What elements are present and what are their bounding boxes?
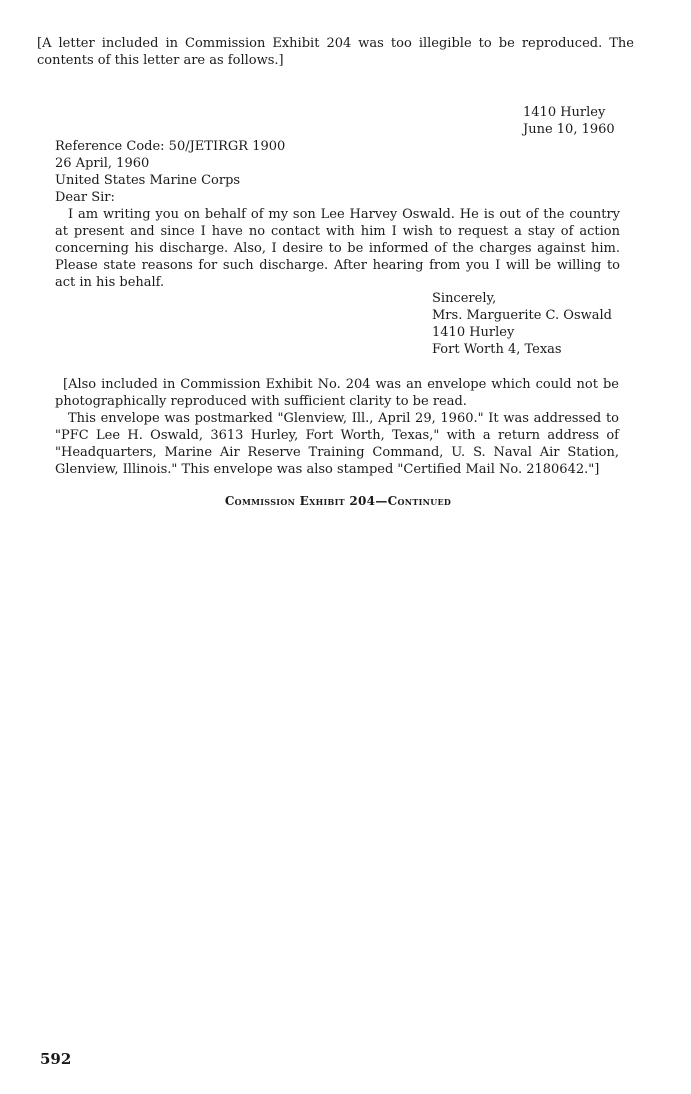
sender-street: 1410 Hurley (523, 105, 606, 120)
signer-name: Mrs. Marguerite C. Oswald (432, 308, 612, 323)
closing-block (432, 290, 612, 358)
letter-header (55, 138, 285, 206)
letter-body: I am writing you on behalf of my son Lee Harvey Oswald. He is out of the country at present and since I have no contact with him I wish to request a stay of action concerning his discharge. Also, I desire to be informed of the charges against him. Please state reasons for such discharge. After hearing from you I will be willing to act in his behalf. (55, 207, 620, 290)
page-number: 592 (40, 1050, 72, 1068)
envelope-note-2: This envelope was postmarked "Glenview, Ill., April 29, 1960." It was addressed to "PFC Lee H. Oswald, 3613 Hurley, Fort Worth, Texas," with a return address of "Headquarters, Marine Air Reserve Training Command, U. S. Naval Air Station, Glenview, Illinois." This envelope was also stamped "Certified Mail No. 2180642."] (55, 411, 619, 477)
exhibit-caption: Commission Exhibit 204—Continued (224, 494, 452, 508)
intro-note: [A letter included in Commission Exhibit 204 was too illegible to be reproduced. The contents of this letter are as follows.] (37, 36, 634, 68)
salutation: Dear Sir: (55, 190, 115, 205)
sender-address-block (523, 104, 615, 138)
reference-code: Reference Code: 50/JETIRGR 1900 (55, 139, 286, 154)
reference-date: 26 April, 1960 (55, 156, 150, 171)
recipient: United States Marine Corps (55, 173, 241, 188)
valediction: Sincerely, (432, 291, 497, 306)
signer-city: Fort Worth 4, Texas (432, 342, 562, 357)
signer-street: 1410 Hurley (432, 325, 515, 340)
sender-date: June 10, 1960 (523, 122, 615, 137)
envelope-note-1: [Also included in Commission Exhibit No. 204 was an envelope which could not be photographically reproduced with sufficient clarity to be read. (55, 377, 619, 409)
